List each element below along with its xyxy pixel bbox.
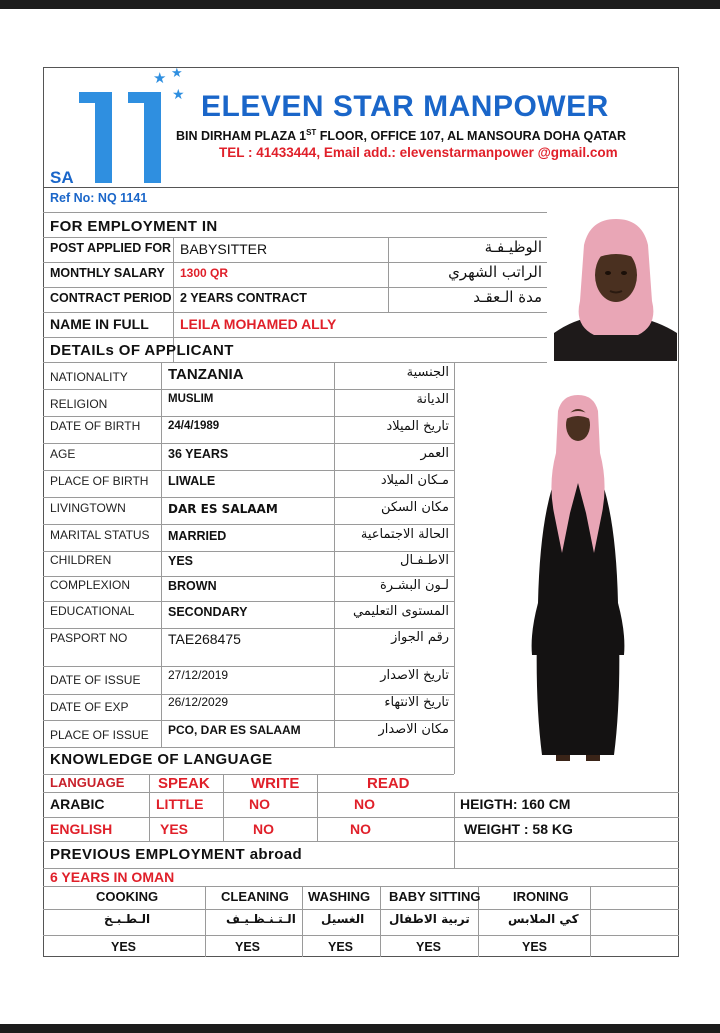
- skill-ironing: IRONING: [513, 889, 569, 904]
- children-value: YES: [168, 554, 194, 568]
- applicant-name: LEILA MOHAMED ALLY: [180, 316, 337, 332]
- nationality-value: TANZANIA: [168, 366, 244, 383]
- employment-section-title: FOR EMPLOYMENT IN: [50, 218, 218, 235]
- salary-value: 1300 QR: [180, 266, 229, 280]
- previous-employment-summary: 6 YEARS IN OMAN: [50, 869, 175, 885]
- applicant-portrait-photo: [554, 215, 677, 361]
- passport-number-value: TAE268475: [168, 631, 241, 647]
- height-value: HEIGTH: 160 CM: [460, 796, 571, 812]
- language-english: ENGLISH: [50, 821, 113, 837]
- education-value: SECONDARY: [168, 605, 248, 619]
- livingtown-value: DAR ES SALAAM: [168, 502, 278, 516]
- issue-date-value: 27/12/2019: [168, 668, 229, 682]
- skill-cooking: COOKING: [96, 889, 159, 904]
- previous-employment-title: PREVIOUS EMPLOYMENT abroad: [50, 846, 303, 863]
- dob-value: 24/4/1989: [168, 420, 220, 432]
- language-arabic: ARABIC: [50, 796, 105, 812]
- post-value: BABYSITTER: [180, 241, 268, 257]
- company-name: ELEVEN STAR MANPOWER: [201, 90, 609, 123]
- reference-number: Ref No: NQ 1141: [50, 191, 148, 205]
- company-contact: TEL : 41433444, Email add.: elevenstarmanpower @gmail.com: [219, 145, 618, 160]
- complexion-value: BROWN: [168, 579, 217, 593]
- star-icon: ★: [171, 65, 183, 80]
- company-address: BIN DIRHAM PLAZA 1ST FLOOR, OFFICE 107, AL MANSOURA DOHA QATAR: [176, 128, 627, 144]
- religion-value: MUSLIM: [168, 393, 214, 405]
- logo-prefix: SA: [50, 168, 74, 187]
- weight-value: WEIGHT : 58 KG: [464, 821, 573, 837]
- star-icon: ★: [172, 86, 185, 102]
- star-icon: ★: [153, 70, 167, 87]
- contract-value: 2 YEARS CONTRACT: [180, 291, 307, 305]
- skill-babysitting: BABY SITTING: [389, 889, 481, 904]
- age-value: 36 YEARS: [168, 447, 229, 461]
- issue-place-value: PCO, DAR ES SALAAM: [168, 723, 301, 737]
- marital-status-value: MARRIED: [168, 529, 227, 543]
- skill-washing: WASHING: [308, 889, 371, 904]
- top-border-bar: [0, 0, 720, 9]
- bottom-border-bar: [0, 1024, 720, 1033]
- applicant-full-body-photo: [522, 393, 634, 763]
- language-section-title: KNOWLEDGE OF LANGUAGE: [50, 751, 273, 768]
- birthplace-value: LIWALE: [168, 474, 216, 488]
- details-section-title: DETAILs OF APPLICANT: [50, 342, 234, 359]
- skill-cleaning: CLEANING: [221, 889, 289, 904]
- expiry-date-value: 26/12/2029: [168, 695, 229, 709]
